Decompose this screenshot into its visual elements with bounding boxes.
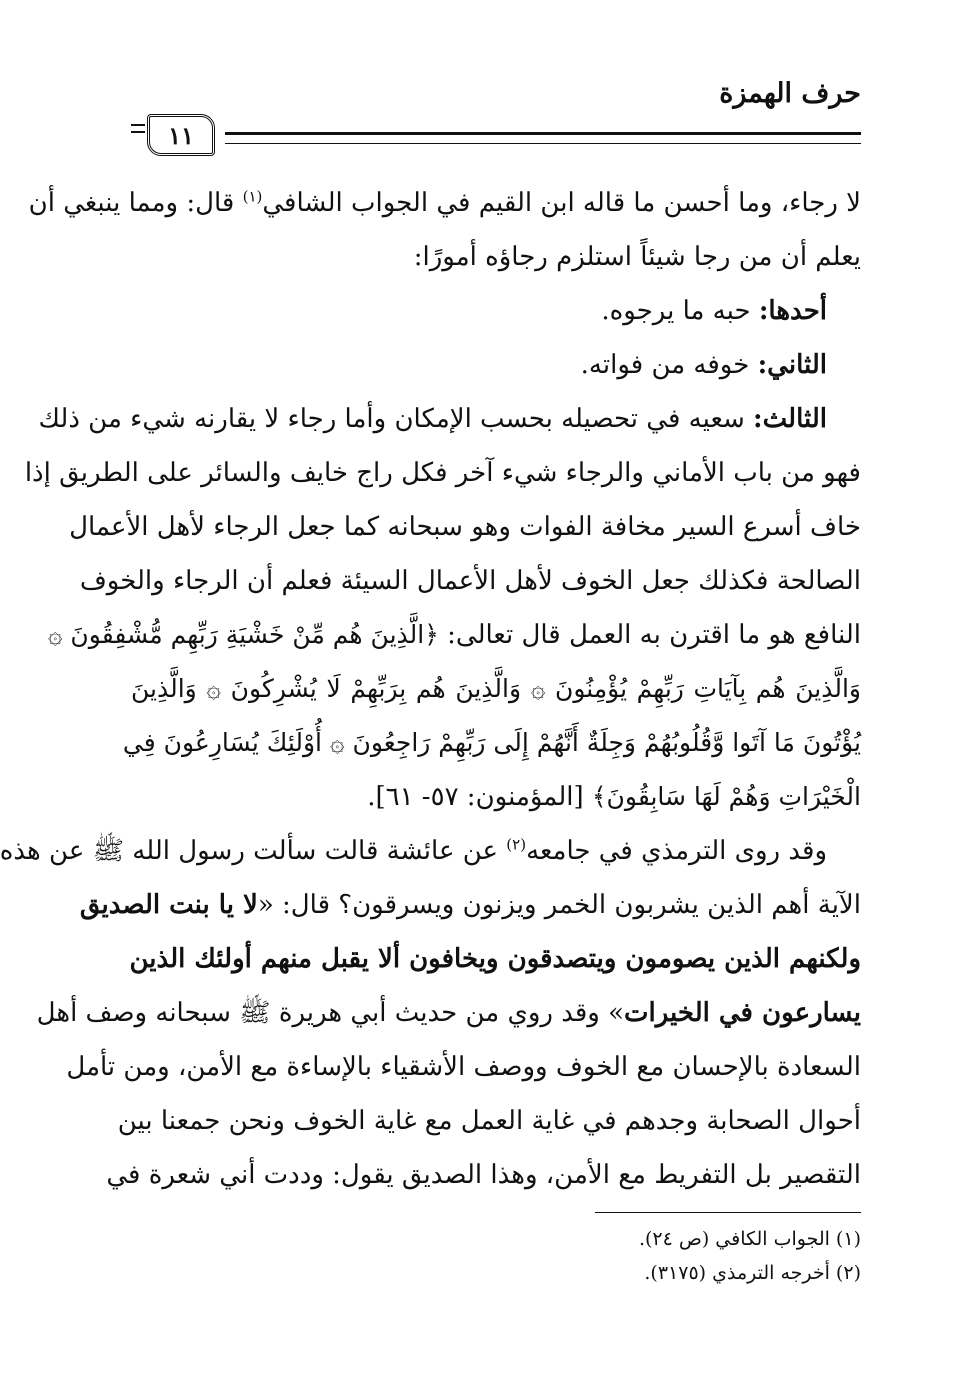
footnotes: [131, 1222, 861, 1290]
footnote-marker-1: (١): [242, 187, 263, 206]
page-number: ١١: [147, 114, 215, 156]
text-run: النافع هو ما اقترن به العمل قال تعالى:: [438, 620, 861, 650]
text-run: لا رجاء، وما أحسن ما قاله ابن القيم في الجواب الشافي: [262, 188, 861, 218]
quran-verse-line-11: يُؤْتُونَ مَا آتَوا وَّقُلُوبُهُمْ وَجِلَةٌ أَنَّهُمْ إِلَى رَبِّهِمْ رَاجِعُونَ ۞ أُوْلَئِكَ يُسَارِعُونَ فِي: [122, 728, 861, 757]
text-line-6: فهو من باب الأماني والرجاء شيء آخر فكل راج خايف والسائر على الطريق إذا: [24, 458, 861, 488]
footnote-1: (١) الجواب الكافي (ص ٢٤).: [638, 1228, 861, 1250]
text-run: حبه ما يرجوه.: [601, 296, 759, 326]
text-run: سعيه في تحصيله بحسب الإمكان وأما رجاء لا يقارنه شيء من ذلك: [38, 404, 754, 434]
text-line-17: السعادة بالإحسان مع الخوف ووصف الأشقياء بالإساءة مع الأمن، ومن تأمل: [66, 1052, 861, 1082]
footnote-marker-2: (٢): [506, 835, 527, 854]
text-line-18: أحوال الصحابة وجدهم في غاية العمل مع غاية الخوف ونحن جمعنا بين: [117, 1106, 861, 1136]
text-line-4: [131, 338, 861, 392]
page-number-ornament: [131, 124, 145, 133]
text-line-16: [36, 986, 861, 1040]
hadith-text: يسارعون في الخيرات: [624, 998, 861, 1028]
hadith-text-line-15: ولكنهم الذين يصومون ويتصدقون ويخافون ألا يقبل منهم أولئك الذين: [129, 944, 861, 974]
header-rule: [225, 132, 861, 144]
body-text: [0, 176, 861, 1202]
text-run: قال: ومما ينبغي أن: [28, 188, 243, 218]
text-run: عن عائشة قالت سألت رسول الله ﷺ عن هذه: [0, 836, 507, 866]
text-line-14: [79, 878, 861, 932]
quran-verse: الْخَيْرَاتِ وَهُمْ لَهَا سَابِقُونَ﴾: [591, 782, 861, 811]
list-label-second: الثاني:: [757, 350, 827, 380]
text-run: الآية أهم الذين يشربون الخمر ويزنون ويسرقون؟ قال: «: [257, 890, 861, 920]
footnote-2: (٢) أخرجه الترمذي (٣١٧٥).: [644, 1262, 861, 1284]
text-line-19: التقصير بل التفريط مع الأمن، وهذا الصديق يقول: وددت أني شعرة في: [106, 1160, 861, 1190]
quran-verse: ﴿الَّذِينَ هُم مِّنْ خَشْيَةِ رَبِّهِم مُّشْفِقُونَ ۞: [47, 620, 439, 649]
quran-verse-line-10: وَالَّذِينَ هُم بِآيَاتِ رَبِّهِمْ يُؤْمِنُونَ ۞ وَالَّذِينَ هُم بِرَبِّهِمْ لَا يُشْرِكُونَ ۞ وَالَّذِينَ: [131, 674, 861, 703]
chapter-title: حرف الهمزة: [719, 78, 861, 109]
text-run: خوفه من فواته.: [580, 350, 758, 380]
list-label-first: أحدها:: [758, 296, 827, 326]
text-line-12: [131, 770, 861, 824]
text-line-2: يعلم أن من رجا شيئاً استلزم رجاؤه أمورًا:: [413, 242, 861, 272]
list-label-third: الثالث:: [753, 404, 827, 434]
text-run: » وقد روي من حديث أبي هريرة ﷺ سبحانه وصف أهل: [36, 998, 625, 1028]
text-line-5: [38, 392, 861, 446]
verse-reference: [المؤمنون: ٥٧- ٦١].: [367, 782, 592, 812]
text-line-8: الصالحة فكذلك جعل الخوف لأهل الأعمال السيئة فعلم أن الرجاء والخوف: [79, 566, 861, 596]
text-line-3: [131, 284, 861, 338]
text-run: وقد روى الترمذي في جامعه: [526, 836, 827, 866]
text-line-13: [0, 824, 861, 878]
text-line-9: [47, 608, 861, 662]
hadith-text: لا يا بنت الصديق: [79, 890, 258, 920]
text-line-7: خاف أسرع السير مخافة الفوات وهو سبحانه كما جعل الرجاء لأهل الأعمال: [69, 512, 861, 542]
footnote-divider: [595, 1212, 861, 1213]
text-line-1: [28, 176, 861, 230]
